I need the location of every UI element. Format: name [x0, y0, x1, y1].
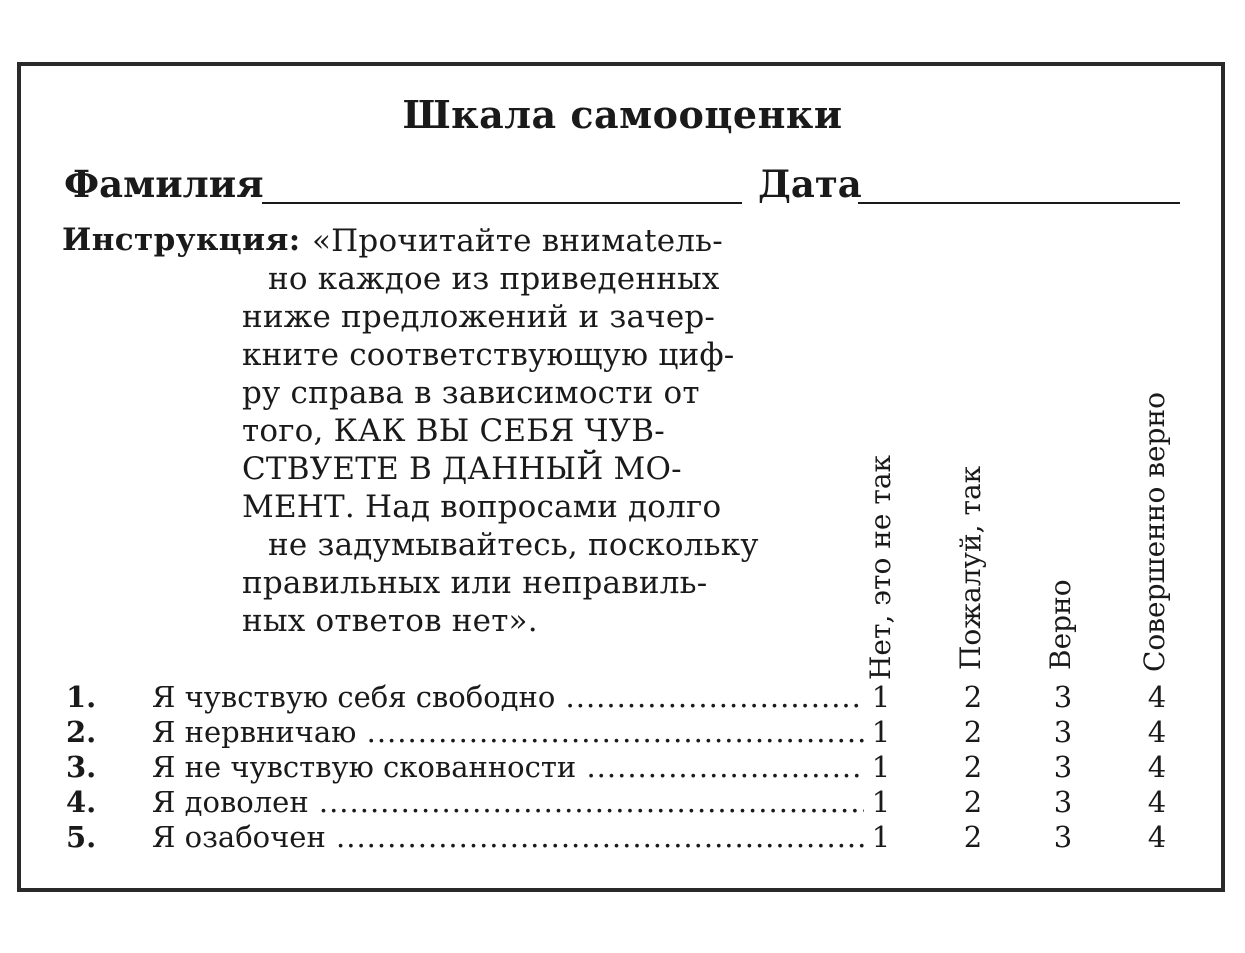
score-option[interactable]: 4 [1147, 715, 1167, 749]
score-option[interactable]: 2 [963, 820, 983, 854]
item-number: 4. [66, 785, 97, 819]
score-option[interactable]: 3 [1053, 750, 1073, 784]
score-option[interactable]: 2 [963, 750, 983, 784]
score-option[interactable]: 2 [963, 680, 983, 714]
instruction-line: не задумывайтесь, поскольку [268, 527, 759, 563]
column-header-true: Верно [1044, 579, 1077, 670]
instruction-line: СТВУЕТЕ В ДАННЫЙ МО- [242, 451, 682, 487]
score-option[interactable]: 1 [871, 750, 891, 784]
item-text: Я чувствую себя свободно ..... [152, 680, 864, 714]
score-option[interactable]: 3 [1053, 680, 1073, 714]
score-option[interactable]: 3 [1053, 715, 1073, 749]
score-option[interactable]: 4 [1147, 785, 1167, 819]
score-option[interactable]: 1 [871, 820, 891, 854]
column-header-no: Нет, это не так [864, 454, 897, 680]
instruction-line: кните соответствующую циф- [242, 337, 735, 373]
score-option[interactable]: 1 [871, 715, 891, 749]
date-label: Дата [758, 162, 862, 206]
item-text: Я доволен ..... [152, 785, 864, 819]
item-text: Я не чувствую скованности ..... [152, 750, 864, 784]
instruction-line: но каждое из приведенных [268, 261, 720, 297]
column-header-perhaps: Пожалуй, так [954, 465, 987, 670]
item-number: 1. [66, 680, 97, 714]
item-number: 2. [66, 715, 97, 749]
item-text: Я озабочен ..... [152, 820, 864, 854]
score-option[interactable]: 1 [871, 785, 891, 819]
form-title: Шкала самооценки [402, 92, 843, 137]
column-header-absolutely-true: Совершенно верно [1138, 392, 1171, 672]
date-field-line[interactable] [858, 202, 1180, 204]
instruction-line: правильных или неправиль- [242, 565, 708, 601]
score-option[interactable]: 4 [1147, 680, 1167, 714]
item-number: 5. [66, 820, 97, 854]
instruction-label: Инструкция: [62, 222, 301, 258]
instruction-line: МЕНТ. Над вопросами долго [242, 489, 722, 525]
score-option[interactable]: 4 [1147, 820, 1167, 854]
item-number: 3. [66, 750, 97, 784]
score-option[interactable]: 4 [1147, 750, 1167, 784]
instruction-line: того, КАК ВЫ СЕБЯ ЧУВ- [242, 413, 665, 449]
instruction-line: ру справа в зависимости от [242, 375, 700, 411]
score-option[interactable]: 1 [871, 680, 891, 714]
instruction-line: «Прочитайте внимatель- [312, 223, 723, 259]
score-option[interactable]: 3 [1053, 785, 1073, 819]
surname-label: Фамилия [64, 162, 264, 206]
surname-field-line[interactable] [262, 202, 742, 204]
score-option[interactable]: 2 [963, 785, 983, 819]
score-option[interactable]: 2 [963, 715, 983, 749]
instruction-line: ниже предложений и зачер- [242, 299, 716, 335]
instruction-line: ных ответов нет». [242, 603, 538, 639]
item-text: Я нервничаю ..... [152, 715, 864, 749]
score-option[interactable]: 3 [1053, 820, 1073, 854]
